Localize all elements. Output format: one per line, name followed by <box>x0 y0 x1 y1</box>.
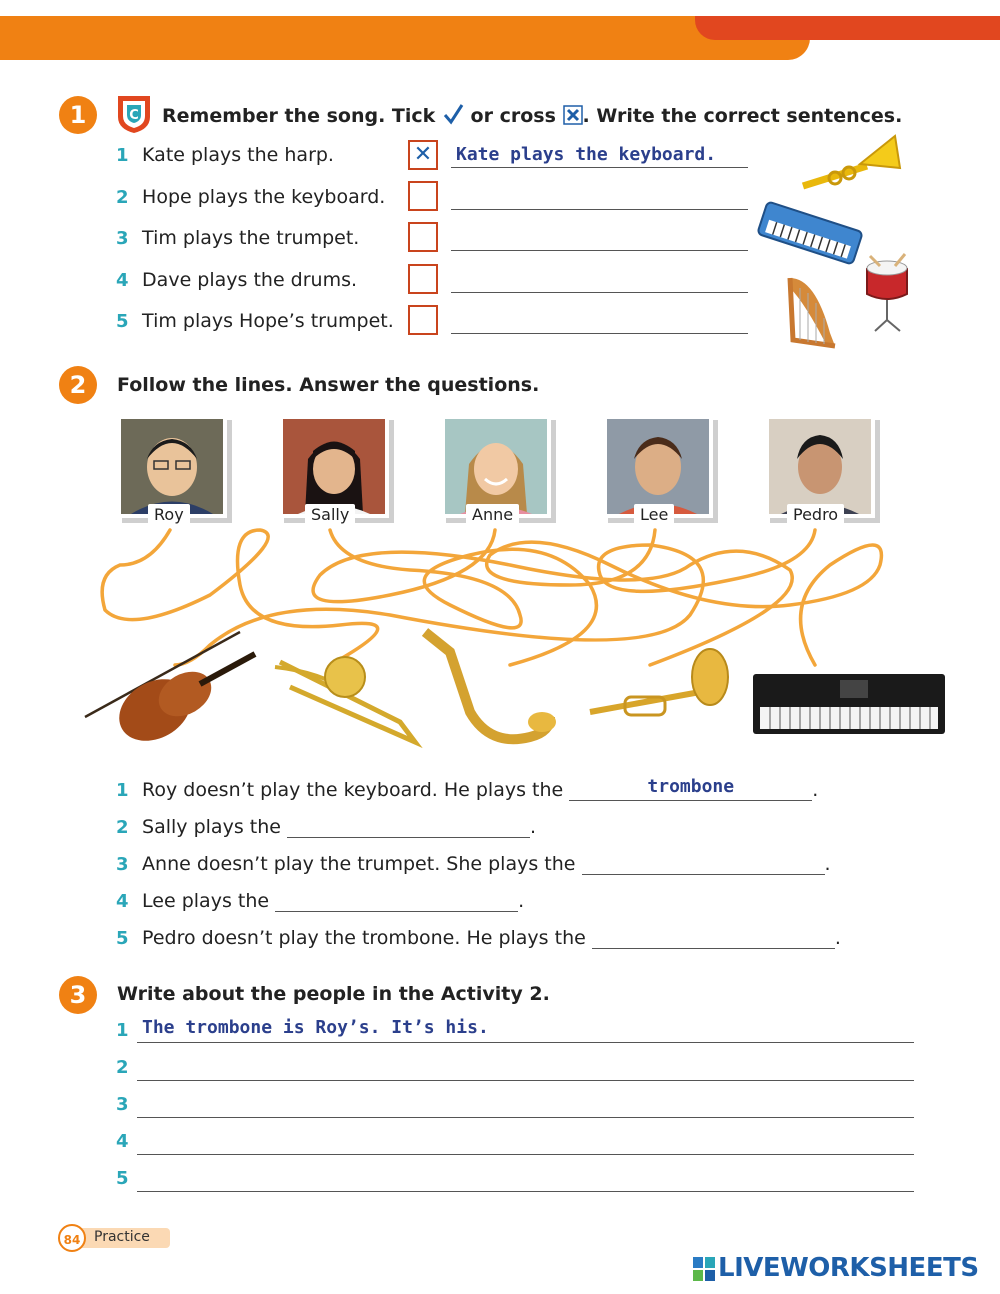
exercise-1-number: 1 <box>59 96 97 134</box>
tick-cross-box[interactable] <box>408 305 438 335</box>
ex2-question: 5 Pedro doesn’t play the trombone. He plays the . <box>116 924 841 949</box>
answer-line[interactable] <box>451 310 748 334</box>
name-label: Sally <box>305 504 355 525</box>
answer-blank[interactable] <box>275 887 518 912</box>
ex2-question: 2 Sally plays the . <box>116 813 536 838</box>
violin-icon <box>85 632 255 753</box>
ex1-item: 2 Hope plays the keyboard. <box>116 186 386 208</box>
page-number: 84 <box>58 1224 86 1252</box>
line-number: 1 <box>116 1020 129 1041</box>
exercise-1-title: Remember the song. Tick or cross . Write the correct sentences. <box>162 105 903 127</box>
portrait-roy <box>117 415 227 518</box>
answer-line[interactable] <box>451 227 748 251</box>
name-label: Roy <box>148 504 190 525</box>
instruments-row <box>80 622 950 757</box>
exercise-2-title: Follow the lines. Answer the questions. <box>117 374 540 396</box>
name-label: Pedro <box>787 504 844 525</box>
saxophone-icon <box>425 632 556 739</box>
tick-cross-box[interactable] <box>408 181 438 211</box>
line-number: 4 <box>116 1131 129 1152</box>
brand-logo: LIVEWORKSHEETS <box>718 1253 979 1283</box>
trumpet-icon <box>590 649 728 715</box>
cross-box-icon <box>563 105 583 125</box>
portrait-sally <box>279 415 389 518</box>
song-icon <box>115 93 153 135</box>
writing-line[interactable] <box>137 1091 914 1118</box>
ex1-item: 3 Tim plays the trumpet. <box>116 227 360 249</box>
answer-line[interactable] <box>451 186 748 210</box>
answer-blank[interactable] <box>592 924 835 949</box>
drum-icon <box>867 254 907 331</box>
answer-blank[interactable] <box>287 813 530 838</box>
ex2-question: 4 Lee plays the . <box>116 887 524 912</box>
keyboard-icon <box>757 201 863 264</box>
exercise-2-number: 2 <box>59 366 97 404</box>
svg-text:C: C <box>129 108 139 123</box>
tick-cross-box[interactable] <box>408 264 438 294</box>
ex1-item: 4 Dave plays the drums. <box>116 269 358 291</box>
exercise-3-title: Write about the people in the Activity 2. <box>117 983 550 1005</box>
answer-blank[interactable]: trombone <box>569 776 812 801</box>
instruments-clipart <box>755 128 915 353</box>
header-accent-bar <box>695 16 1000 40</box>
portrait-anne <box>441 415 551 518</box>
writing-line[interactable] <box>137 1128 914 1155</box>
line-number: 2 <box>116 1057 129 1078</box>
name-label: Anne <box>466 504 519 525</box>
tick-cross-box[interactable] <box>408 222 438 252</box>
writing-line[interactable] <box>137 1054 914 1081</box>
trumpet-icon <box>803 136 900 186</box>
harp-icon <box>790 278 835 346</box>
keyboard-icon <box>753 674 945 734</box>
answer-line[interactable] <box>451 269 748 293</box>
name-label: Lee <box>634 504 674 525</box>
portrait-lee <box>603 415 713 518</box>
line-number: 3 <box>116 1094 129 1115</box>
answer-blank[interactable] <box>582 850 825 875</box>
writing-line[interactable] <box>137 1165 914 1192</box>
portrait-pedro <box>765 415 875 518</box>
tick-cross-box[interactable]: ✕ <box>408 140 438 170</box>
ex2-question: 1 Roy doesn’t play the keyboard. He plays the trombone . <box>116 776 819 801</box>
header-bar <box>0 16 810 60</box>
trombone-icon <box>275 657 415 742</box>
liveworksheets-logo-icon <box>693 1257 715 1281</box>
line-number: 5 <box>116 1168 129 1189</box>
ex1-item: 1 Kate plays the harp. <box>116 144 334 166</box>
answer-line[interactable]: Kate plays the keyboard. <box>451 144 748 168</box>
writing-line[interactable]: The trombone is Roy’s. It’s his. <box>137 1017 914 1043</box>
ex2-question: 3 Anne doesn’t play the trumpet. She plays the . <box>116 850 831 875</box>
exercise-3-number: 3 <box>59 976 97 1014</box>
ex1-item: 5 Tim plays Hope’s trumpet. <box>116 310 394 332</box>
tick-icon <box>442 103 464 125</box>
footer-label: Practice <box>94 1229 150 1245</box>
